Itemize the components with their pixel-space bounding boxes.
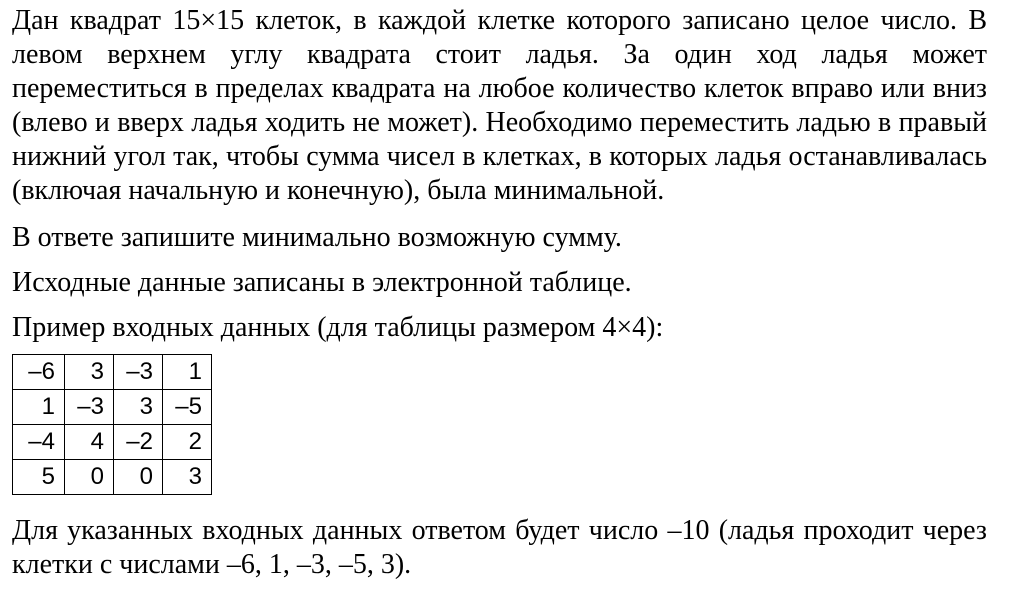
grid-cell: 5 (13, 460, 65, 495)
grid-cell: 1 (163, 355, 212, 390)
grid-row (13, 390, 212, 425)
grid-cell: –6 (13, 355, 65, 390)
problem-statement: Дан квадрат 15×15 клеток, в каждой клетке которого записано целое число. В левом верхнем углу квадрата стоит ладья. За один ход ладья может переместиться в пределах квадрата на любое количество клеток вправо или вниз (влево и вверх ладья ходить не может). Необходимо переместить ладью в правый нижний угол так, чтобы сумма чисел в клетках, в которых ладья останавливалась (включая начальную и конечную), была минимальной. (12, 5, 987, 206)
answer-instruction: В ответе запишите минимально возможную сумму. (12, 222, 622, 253)
grid-cell: –4 (13, 425, 65, 460)
grid-cell: –5 (163, 390, 212, 425)
grid-cell: 4 (65, 425, 114, 460)
grid-cell: –3 (65, 390, 114, 425)
grid-cell: 3 (163, 460, 212, 495)
example-intro: Пример входных данных (для таблицы размером 4×4): (12, 312, 664, 343)
example-grid (12, 354, 212, 495)
grid-row (13, 355, 212, 390)
grid-cell: 2 (163, 425, 212, 460)
grid-cell: 0 (65, 460, 114, 495)
grid-cell: 1 (13, 390, 65, 425)
grid-cell: –3 (114, 355, 163, 390)
grid-cell: 3 (65, 355, 114, 390)
grid-row (13, 425, 212, 460)
grid-cell: –2 (114, 425, 163, 460)
grid-row (13, 460, 212, 495)
grid-cell: 0 (114, 460, 163, 495)
example-answer: Для указанных входных данных ответом будет число –10 (ладья проходит через клетки с числами –6, 1, –3, –5, 3). (12, 515, 987, 580)
problem-document (12, 0, 987, 580)
grid-cell: 3 (114, 390, 163, 425)
data-source-note: Исходные данные записаны в электронной таблице. (12, 267, 632, 298)
